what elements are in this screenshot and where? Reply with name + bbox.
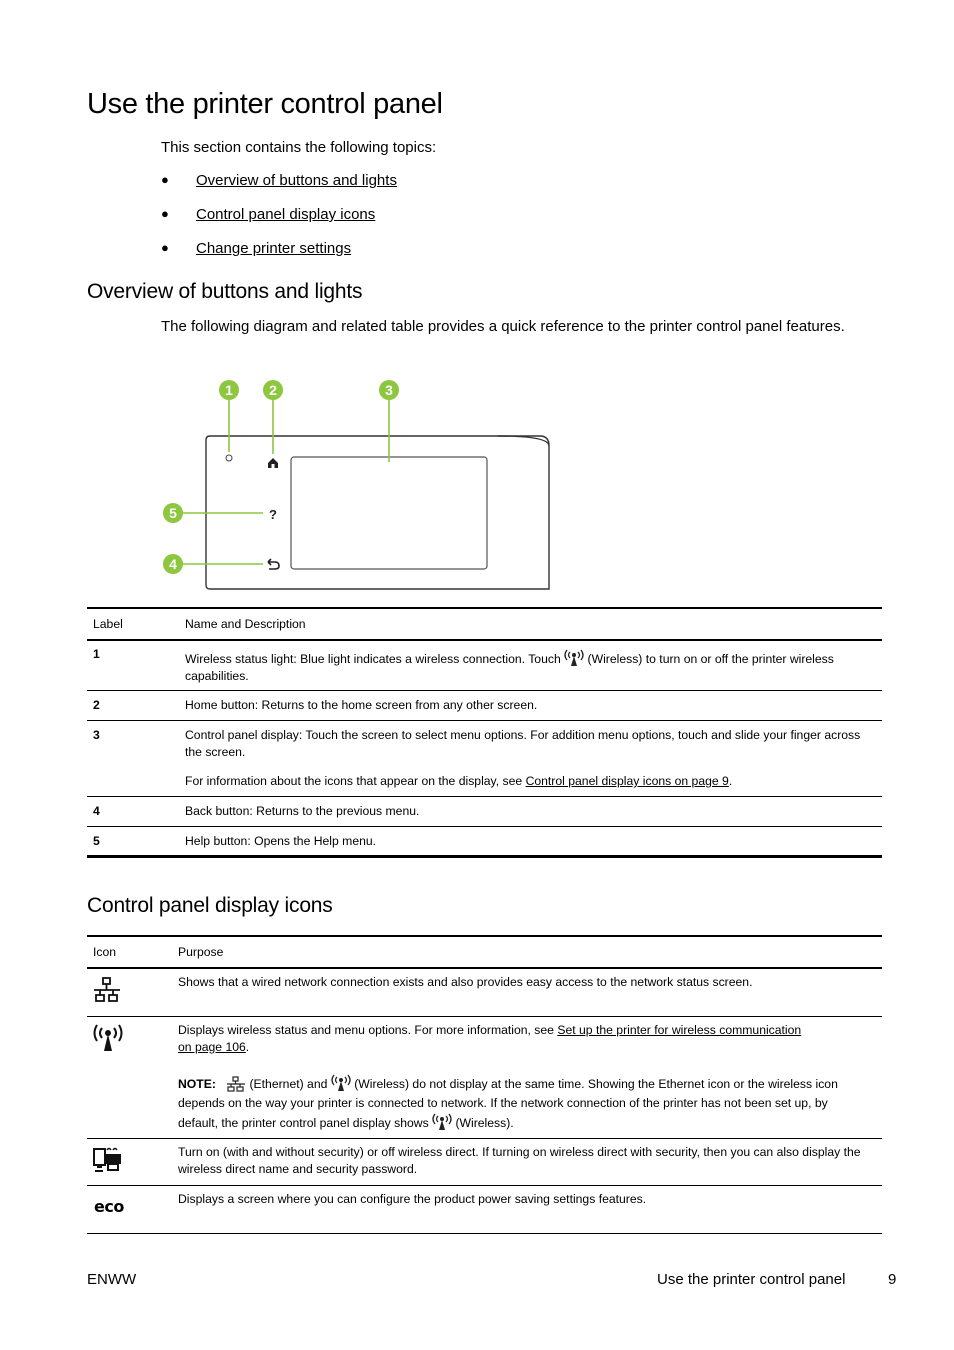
bullet-icon: ● — [161, 240, 169, 255]
icon-purpose: Displays wireless status and menu options. For more information, see Set up the printer for wireless communication on page 106. — [178, 1023, 802, 1054]
section-heading-display-icons: Control panel display icons — [87, 894, 333, 917]
column-header-purpose: Purpose — [178, 945, 224, 959]
topic-link-change-settings[interactable]: Change printer settings — [196, 240, 352, 257]
row-label: 3 — [93, 728, 100, 742]
row-label: 5 — [93, 834, 100, 848]
row-description: Home button: Returns to the home screen from any other screen. — [185, 698, 538, 712]
wireless-status-light — [226, 455, 232, 461]
row-description-more: For information about the icons that appear on the display, see Control panel display icons on page 9. — [185, 774, 733, 788]
wireless-direct-icon — [93, 1146, 123, 1174]
link-wireless-setup[interactable]: Set up the printer for wireless communication — [557, 1023, 802, 1037]
callout-5: 5 — [169, 505, 177, 521]
icon-purpose: Displays a screen where you can configure the product power saving settings features. — [178, 1192, 647, 1206]
control-panel-diagram — [150, 372, 560, 597]
row-description: Wireless status light: Blue light indicates a wireless connection. Touch (Wireless) to turn on or off the printer wireless capabilities. — [185, 649, 875, 685]
topic-link-overview[interactable]: Overview of buttons and lights — [196, 172, 397, 189]
row-divider — [87, 826, 882, 827]
callout-3: 3 — [385, 382, 393, 398]
row-description: Back button: Returns to the previous menu. — [185, 804, 420, 818]
row-divider — [87, 1016, 882, 1017]
callout-2: 2 — [269, 382, 277, 398]
header-rule — [87, 639, 882, 641]
row-description: Control panel display: Touch the screen to select menu options. For addition menu options, touch and slide your finger across the screen. — [185, 728, 861, 759]
note-block: NOTE: (Ethernet) and (Wireless) do not display at the same time. Showing the Ethernet icon or the wireless icon depends on the way your printer is connected to network. If the network connection of the printer has not been set up, by default, the printer control panel display shows (Wireless). — [178, 1074, 878, 1133]
section-heading-overview: Overview of buttons and lights — [87, 280, 363, 303]
column-header-label: Label — [93, 617, 123, 631]
footer-section-title: Use the printer control panel — [657, 1271, 846, 1288]
topic-link-display-icons[interactable]: Control panel display icons — [196, 206, 376, 223]
callout-1: 1 — [225, 382, 233, 398]
help-icon: ? — [269, 507, 277, 522]
wireless-icon — [331, 1074, 351, 1092]
header-rule — [87, 967, 882, 969]
row-divider — [87, 1185, 882, 1186]
footer-left: ENWW — [87, 1271, 137, 1288]
page-title: Use the printer control panel — [87, 88, 443, 120]
row-label: 2 — [93, 698, 100, 712]
display-screen — [291, 457, 487, 569]
row-label: 1 — [93, 647, 100, 661]
row-label: 4 — [93, 804, 100, 818]
ethernet-icon — [226, 1076, 246, 1092]
row-divider — [87, 796, 882, 797]
table-bottom-rule — [87, 855, 882, 858]
callout-4: 4 — [169, 556, 177, 572]
column-header-icon: Icon — [93, 945, 117, 959]
section-intro: The following diagram and related table provides a quick reference to the printer control panel features. — [161, 318, 845, 335]
row-divider — [87, 1138, 882, 1139]
icon-purpose: Turn on (with and without security) or off wireless direct. If turning on wireless direct with security, then you can also display the wireless direct name and security password. — [178, 1145, 861, 1176]
link-display-icons-page[interactable]: Control panel display icons on page 9 — [525, 774, 729, 788]
intro-text: This section contains the following topics: — [161, 139, 437, 156]
bullet-icon: ● — [161, 172, 169, 187]
wireless-icon — [564, 649, 584, 667]
home-icon — [268, 458, 278, 468]
ethernet-icon — [93, 977, 121, 1003]
wireless-icon — [92, 1024, 124, 1052]
row-divider — [87, 690, 882, 691]
bullet-icon: ● — [161, 206, 169, 221]
eco-icon: eco — [94, 1197, 124, 1216]
note-label: NOTE: — [178, 1077, 216, 1091]
link-wireless-setup-page[interactable]: on page 106 — [178, 1040, 246, 1054]
wireless-icon — [432, 1113, 452, 1131]
icon-purpose: Shows that a wired network connection exists and also provides easy access to the network status screen. — [178, 975, 753, 989]
row-description: Help button: Opens the Help menu. — [185, 834, 377, 848]
column-header-name: Name and Description — [185, 617, 306, 631]
table-bottom-rule — [87, 1233, 882, 1234]
table-top-rule — [87, 607, 882, 609]
row-divider — [87, 720, 882, 721]
page-number: 9 — [888, 1271, 897, 1288]
table-top-rule — [87, 935, 882, 937]
